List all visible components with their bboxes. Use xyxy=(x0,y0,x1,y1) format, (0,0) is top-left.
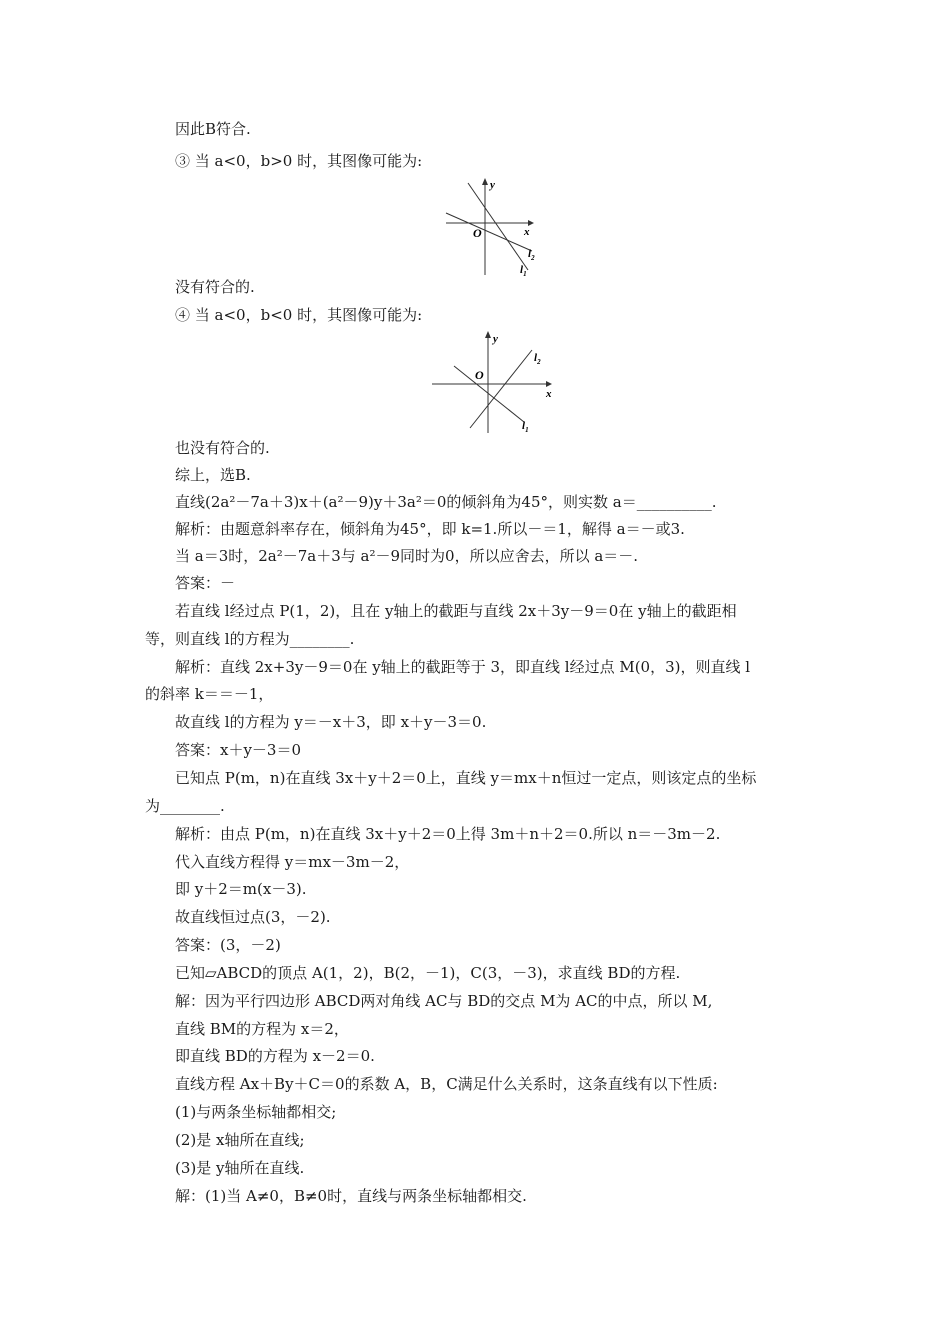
question-text: 直线方程 Ax＋By＋C＝0的系数 A，B，C满足什么关系时，这条直线有以下性质: xyxy=(175,1075,718,1093)
question-text: 若直线 l经过点 P(1，2)，且在 y轴上的截距与直线 2x＋3y－9＝0在 y轴上的截距相 xyxy=(175,602,737,620)
solution-text: 的斜率 k＝＝－1， xyxy=(145,685,274,703)
graph-figure-case3 xyxy=(440,175,555,280)
text-line: 因此B符合. xyxy=(175,120,251,138)
question-text: 等，则直线 l的方程为________. xyxy=(145,630,355,648)
y-axis-label: y xyxy=(490,179,495,191)
question-text: 直线(2a²－7a＋3)x＋(a²－9)y＋3a²＝0的倾斜角为45°，则实数 a＝__________. xyxy=(175,493,717,511)
l1-label: $l_1$ xyxy=(520,264,527,278)
line-l2 xyxy=(446,213,532,251)
solution-text: 解：(1)当 A≠0，B≠0时，直线与两条坐标轴都相交. xyxy=(175,1187,527,1205)
text-line: ④ 当 a<0，b<0 时，其图像可能为: xyxy=(175,306,423,324)
solution-text: 解析：由点 P(m，n)在直线 3x＋y＋2＝0上得 3m＋n＋2＝0.所以 n＝－3m－2. xyxy=(175,825,721,843)
l2-label: $l_2$ xyxy=(528,248,535,262)
y-axis-arrow-icon xyxy=(482,178,488,185)
coordinate-graph xyxy=(440,175,555,280)
line-l1 xyxy=(454,366,524,422)
line-l2 xyxy=(470,350,532,428)
text-line: 综上，选B. xyxy=(175,466,251,484)
text-line: ③ 当 a<0，b>0 时，其图像可能为: xyxy=(175,152,423,170)
question-text: 已知▱ABCD的顶点 A(1，2)，B(2，－1)，C(3，－3)，求直线 BD的方程. xyxy=(175,964,681,982)
solution-text: 即直线 BD的方程为 x－2＝0. xyxy=(175,1047,375,1065)
solution-text: 故直线 l的方程为 y＝－x＋3，即 x＋y－3＝0. xyxy=(175,713,487,731)
question-text: 为________. xyxy=(145,797,225,815)
question-text: (3)是 y轴所在直线. xyxy=(175,1159,305,1177)
question-text: (2)是 x轴所在直线; xyxy=(175,1131,305,1149)
origin-label: O xyxy=(475,368,484,382)
solution-text: 解析：由题意斜率存在，倾斜角为45°，即 k=1.所以－＝1，解得 a＝－或3. xyxy=(175,520,685,538)
answer-text: 答案：－ xyxy=(175,574,236,592)
origin-label: O xyxy=(473,226,482,240)
solution-text: 直线 BM的方程为 x＝2， xyxy=(175,1020,349,1038)
solution-text: 解：因为平行四边形 ABCD两对角线 AC与 BD的交点 M为 AC的中点，所以 M, xyxy=(175,992,713,1010)
y-axis-label: y xyxy=(493,333,498,345)
x-axis-arrow-icon xyxy=(546,381,552,387)
text-line: 也没有符合的. xyxy=(175,439,270,457)
text-line: 没有符合的. xyxy=(175,278,255,296)
solution-text: 代入直线方程得 y＝mx－3m－2， xyxy=(175,853,410,871)
y-axis-arrow-icon xyxy=(485,331,491,338)
l1-label: $l_1$ xyxy=(522,420,529,434)
question-text: (1)与两条坐标轴都相交; xyxy=(175,1103,337,1121)
graph-figure-case4 xyxy=(428,328,563,436)
x-axis-label: x xyxy=(524,226,530,238)
question-text: 已知点 P(m，n)在直线 3x＋y＋2＝0上，直线 y＝mx＋n恒过一定点，则该定点的坐标 xyxy=(175,769,757,787)
answer-text: 答案：x＋y－3＝0 xyxy=(175,741,302,759)
l2-label: $l_2$ xyxy=(534,352,541,366)
coordinate-graph xyxy=(428,328,563,436)
x-axis-label: x xyxy=(546,388,552,400)
solution-text: 当 a＝3时，2a²－7a＋3与 a²－9同时为0，所以应舍去，所以 a＝－. xyxy=(175,547,639,565)
solution-text: 解析：直线 2x+3y－9＝0在 y轴上的截距等于 3，即直线 l经过点 M(0，3)，则直线 l xyxy=(175,658,751,676)
solution-text: 即 y＋2＝m(x－3). xyxy=(175,880,307,898)
solution-text: 故直线恒过点(3，－2). xyxy=(175,908,331,926)
answer-text: 答案：(3，－2) xyxy=(175,936,281,954)
